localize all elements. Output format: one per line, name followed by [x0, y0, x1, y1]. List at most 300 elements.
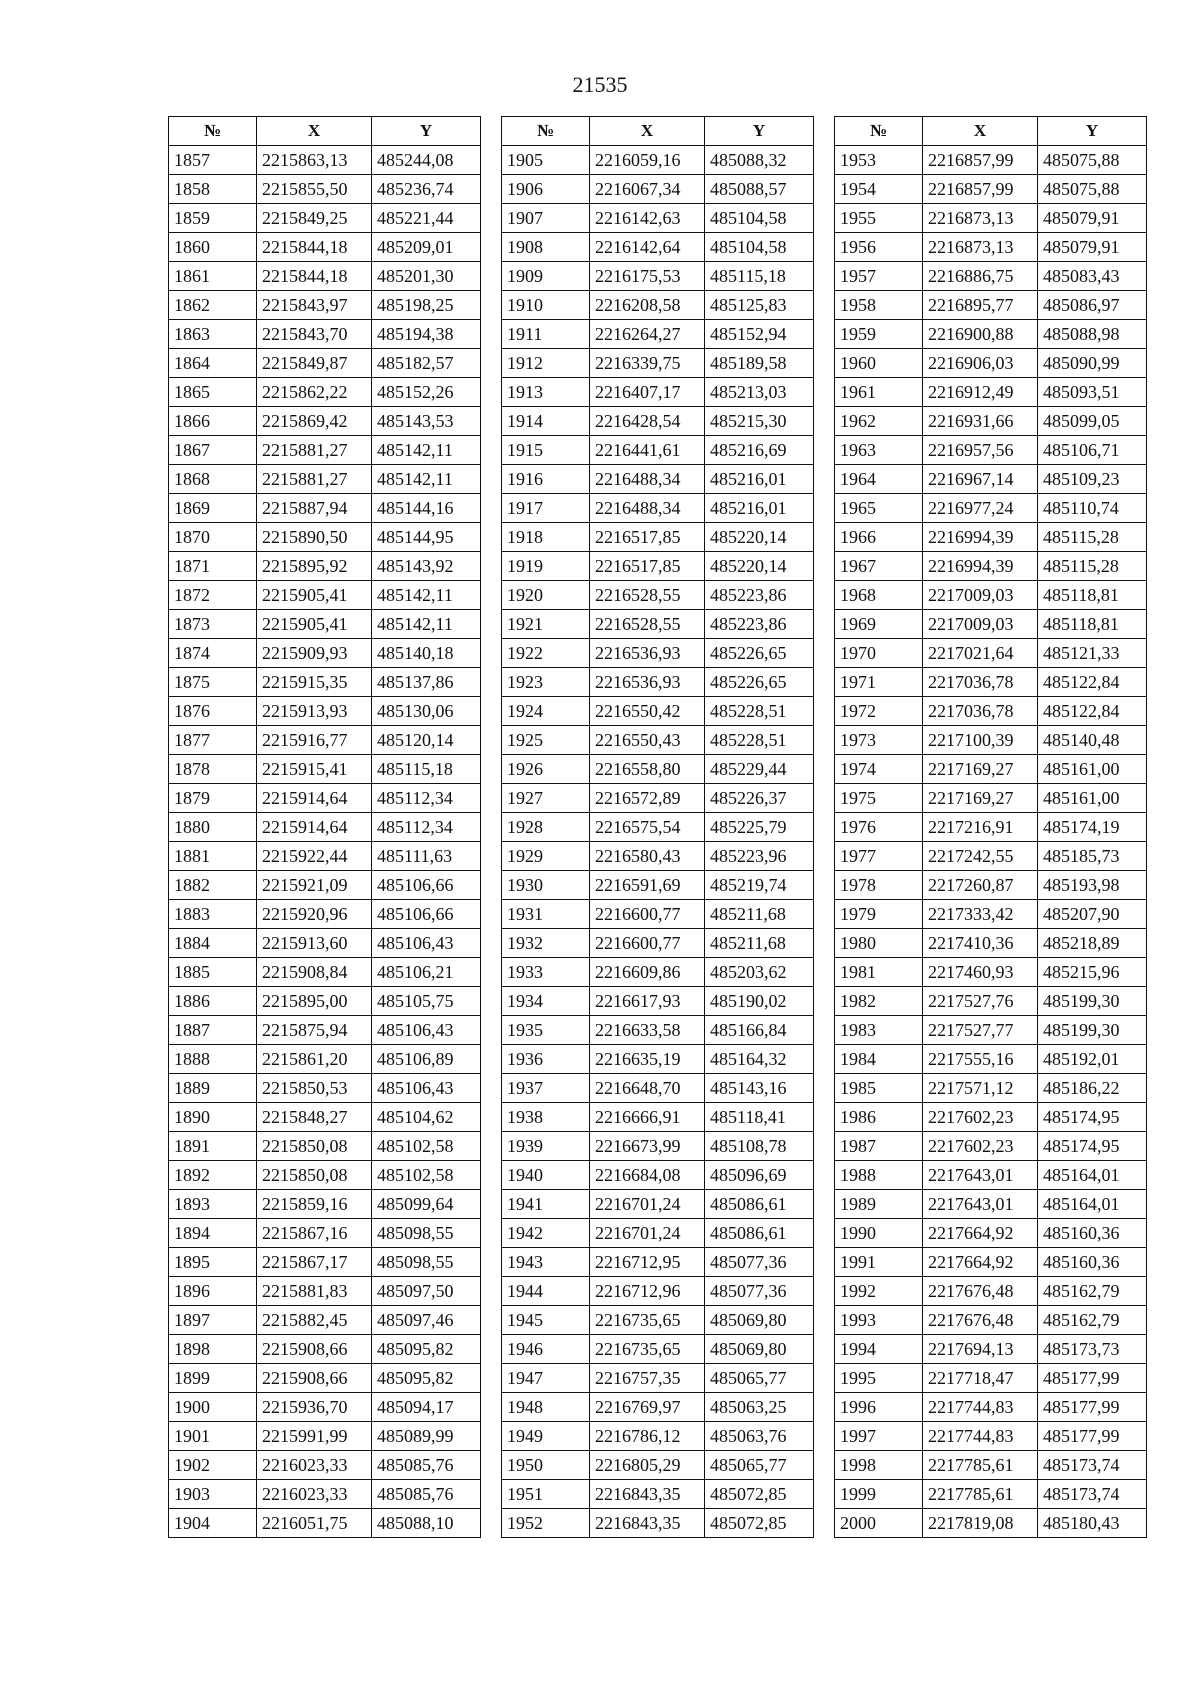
y-coordinate-cell: 485236,74 — [372, 174, 481, 203]
table-row — [835, 696, 1147, 725]
point-number-cell: 1953 — [835, 145, 923, 174]
point-number-cell: 1989 — [835, 1189, 923, 1218]
table-row — [502, 1247, 814, 1276]
x-coordinate-cell: 2216843,35 — [590, 1508, 705, 1537]
y-coordinate-cell: 485220,14 — [705, 551, 814, 580]
table-row — [169, 667, 481, 696]
y-coordinate-cell: 485211,68 — [705, 899, 814, 928]
table-row — [502, 754, 814, 783]
table-header-row — [835, 117, 1147, 146]
y-coordinate-cell: 485190,02 — [705, 986, 814, 1015]
table-row — [169, 435, 481, 464]
y-coordinate-cell: 485180,43 — [1038, 1508, 1147, 1537]
y-coordinate-cell: 485198,25 — [372, 290, 481, 319]
header-x: X — [923, 117, 1038, 146]
point-number-cell: 1995 — [835, 1363, 923, 1392]
x-coordinate-cell: 2215916,77 — [257, 725, 372, 754]
x-coordinate-cell: 2216701,24 — [590, 1218, 705, 1247]
table-row — [169, 261, 481, 290]
header-num: № — [502, 117, 590, 146]
x-coordinate-cell: 2215861,20 — [257, 1044, 372, 1073]
point-number-cell: 1980 — [835, 928, 923, 957]
x-coordinate-cell: 2217009,03 — [923, 609, 1038, 638]
table-row — [169, 986, 481, 1015]
x-coordinate-cell: 2217169,27 — [923, 754, 1038, 783]
y-coordinate-cell: 485075,88 — [1038, 145, 1147, 174]
y-coordinate-cell: 485223,96 — [705, 841, 814, 870]
table-row — [169, 348, 481, 377]
table-row — [502, 580, 814, 609]
y-coordinate-cell: 485142,11 — [372, 580, 481, 609]
x-coordinate-cell: 2215905,41 — [257, 580, 372, 609]
y-coordinate-cell: 485106,66 — [372, 899, 481, 928]
x-coordinate-cell: 2215915,35 — [257, 667, 372, 696]
table-row — [502, 1218, 814, 1247]
y-coordinate-cell: 485189,58 — [705, 348, 814, 377]
x-coordinate-cell: 2216591,69 — [590, 870, 705, 899]
x-coordinate-cell: 2216488,34 — [590, 464, 705, 493]
y-coordinate-cell: 485209,01 — [372, 232, 481, 261]
table-row — [835, 986, 1147, 1015]
point-number-cell: 1976 — [835, 812, 923, 841]
x-coordinate-cell: 2216701,24 — [590, 1189, 705, 1218]
y-coordinate-cell: 485216,69 — [705, 435, 814, 464]
y-coordinate-cell: 485069,80 — [705, 1305, 814, 1334]
point-number-cell: 1909 — [502, 261, 590, 290]
point-number-cell: 1886 — [169, 986, 257, 1015]
x-coordinate-cell: 2216580,43 — [590, 841, 705, 870]
point-number-cell: 1966 — [835, 522, 923, 551]
table-row — [169, 754, 481, 783]
y-coordinate-cell: 485221,44 — [372, 203, 481, 232]
table-row — [502, 725, 814, 754]
point-number-cell: 1898 — [169, 1334, 257, 1363]
table-row — [835, 812, 1147, 841]
x-coordinate-cell: 2217819,08 — [923, 1508, 1038, 1537]
point-number-cell: 1968 — [835, 580, 923, 609]
table-row — [502, 1392, 814, 1421]
x-coordinate-cell: 2215905,41 — [257, 609, 372, 638]
y-coordinate-cell: 485160,36 — [1038, 1218, 1147, 1247]
table-row — [169, 1479, 481, 1508]
y-coordinate-cell: 485063,25 — [705, 1392, 814, 1421]
x-coordinate-cell: 2215850,08 — [257, 1131, 372, 1160]
table-row — [502, 696, 814, 725]
page-number: 21535 — [572, 72, 628, 97]
y-coordinate-cell: 485182,57 — [372, 348, 481, 377]
x-coordinate-cell: 2217242,55 — [923, 841, 1038, 870]
table-row — [502, 870, 814, 899]
table-row — [169, 232, 481, 261]
point-number-cell: 1930 — [502, 870, 590, 899]
table-row — [502, 783, 814, 812]
table-row — [502, 1450, 814, 1479]
table-row — [502, 1015, 814, 1044]
y-coordinate-cell: 485077,36 — [705, 1276, 814, 1305]
table-row — [502, 812, 814, 841]
x-coordinate-cell: 2215913,93 — [257, 696, 372, 725]
point-number-cell: 1903 — [169, 1479, 257, 1508]
y-coordinate-cell: 485110,74 — [1038, 493, 1147, 522]
x-coordinate-cell: 2216142,64 — [590, 232, 705, 261]
y-coordinate-cell: 485177,99 — [1038, 1392, 1147, 1421]
x-coordinate-cell: 2215881,27 — [257, 435, 372, 464]
coordinate-table-1 — [168, 116, 481, 1538]
y-coordinate-cell: 485115,18 — [372, 754, 481, 783]
x-coordinate-cell: 2217664,92 — [923, 1247, 1038, 1276]
table-row — [169, 783, 481, 812]
y-coordinate-cell: 485106,21 — [372, 957, 481, 986]
point-number-cell: 1938 — [502, 1102, 590, 1131]
table-row — [169, 1247, 481, 1276]
y-coordinate-cell: 485086,97 — [1038, 290, 1147, 319]
table-row — [835, 1363, 1147, 1392]
point-number-cell: 1867 — [169, 435, 257, 464]
y-coordinate-cell: 485173,74 — [1038, 1450, 1147, 1479]
x-coordinate-cell: 2216023,33 — [257, 1479, 372, 1508]
y-coordinate-cell: 485122,84 — [1038, 667, 1147, 696]
x-coordinate-cell: 2216142,63 — [590, 203, 705, 232]
table-row — [169, 203, 481, 232]
point-number-cell: 1858 — [169, 174, 257, 203]
point-number-cell: 1984 — [835, 1044, 923, 1073]
x-coordinate-cell: 2217216,91 — [923, 812, 1038, 841]
table-row — [169, 522, 481, 551]
y-coordinate-cell: 485096,69 — [705, 1160, 814, 1189]
point-number-cell: 1956 — [835, 232, 923, 261]
table-row — [835, 1450, 1147, 1479]
point-number-cell: 1936 — [502, 1044, 590, 1073]
point-number-cell: 1885 — [169, 957, 257, 986]
table-row — [502, 638, 814, 667]
x-coordinate-cell: 2217602,23 — [923, 1131, 1038, 1160]
x-coordinate-cell: 2215859,16 — [257, 1189, 372, 1218]
point-number-cell: 1882 — [169, 870, 257, 899]
x-coordinate-cell: 2217643,01 — [923, 1160, 1038, 1189]
point-number-cell: 1902 — [169, 1450, 257, 1479]
point-number-cell: 1861 — [169, 261, 257, 290]
x-coordinate-cell: 2216886,75 — [923, 261, 1038, 290]
y-coordinate-cell: 485160,36 — [1038, 1247, 1147, 1276]
x-coordinate-cell: 2215920,96 — [257, 899, 372, 928]
y-coordinate-cell: 485085,76 — [372, 1479, 481, 1508]
point-number-cell: 1973 — [835, 725, 923, 754]
point-number-cell: 1974 — [835, 754, 923, 783]
y-coordinate-cell: 485102,58 — [372, 1131, 481, 1160]
point-number-cell: 1933 — [502, 957, 590, 986]
y-coordinate-cell: 485140,18 — [372, 638, 481, 667]
table-row — [169, 493, 481, 522]
table-row — [835, 1305, 1147, 1334]
table-row — [169, 841, 481, 870]
table-row — [169, 580, 481, 609]
point-number-cell: 1983 — [835, 1015, 923, 1044]
point-number-cell: 1958 — [835, 290, 923, 319]
x-coordinate-cell: 2215844,18 — [257, 261, 372, 290]
header-y: Y — [1038, 117, 1147, 146]
y-coordinate-cell: 485130,06 — [372, 696, 481, 725]
point-number-cell: 1913 — [502, 377, 590, 406]
point-number-cell: 1961 — [835, 377, 923, 406]
table-header-row — [502, 117, 814, 146]
table-row — [169, 1421, 481, 1450]
x-coordinate-cell: 2217100,39 — [923, 725, 1038, 754]
table-row — [835, 319, 1147, 348]
x-coordinate-cell: 2217460,93 — [923, 957, 1038, 986]
point-number-cell: 1927 — [502, 783, 590, 812]
x-coordinate-cell: 2216712,96 — [590, 1276, 705, 1305]
y-coordinate-cell: 485089,99 — [372, 1421, 481, 1450]
x-coordinate-cell: 2217333,42 — [923, 899, 1038, 928]
table-row — [835, 1421, 1147, 1450]
y-coordinate-cell: 485164,32 — [705, 1044, 814, 1073]
point-number-cell: 1859 — [169, 203, 257, 232]
point-number-cell: 1971 — [835, 667, 923, 696]
y-coordinate-cell: 485075,88 — [1038, 174, 1147, 203]
table-row — [835, 1131, 1147, 1160]
y-coordinate-cell: 485177,99 — [1038, 1363, 1147, 1392]
point-number-cell: 1891 — [169, 1131, 257, 1160]
y-coordinate-cell: 485099,05 — [1038, 406, 1147, 435]
y-coordinate-cell: 485106,43 — [372, 928, 481, 957]
point-number-cell: 1993 — [835, 1305, 923, 1334]
x-coordinate-cell: 2216617,93 — [590, 986, 705, 1015]
table-row — [502, 1508, 814, 1537]
y-coordinate-cell: 485106,66 — [372, 870, 481, 899]
x-coordinate-cell: 2217664,92 — [923, 1218, 1038, 1247]
y-coordinate-cell: 485104,58 — [705, 232, 814, 261]
x-coordinate-cell: 2216648,70 — [590, 1073, 705, 1102]
x-coordinate-cell: 2216857,99 — [923, 145, 1038, 174]
x-coordinate-cell: 2216735,65 — [590, 1305, 705, 1334]
point-number-cell: 1945 — [502, 1305, 590, 1334]
x-coordinate-cell: 2216428,54 — [590, 406, 705, 435]
y-coordinate-cell: 485086,61 — [705, 1218, 814, 1247]
point-number-cell: 1943 — [502, 1247, 590, 1276]
x-coordinate-cell: 2215914,64 — [257, 783, 372, 812]
point-number-cell: 1941 — [502, 1189, 590, 1218]
y-coordinate-cell: 485083,43 — [1038, 261, 1147, 290]
table-row — [502, 986, 814, 1015]
table-row — [169, 1276, 481, 1305]
point-number-cell: 1868 — [169, 464, 257, 493]
point-number-cell: 1923 — [502, 667, 590, 696]
point-number-cell: 1939 — [502, 1131, 590, 1160]
x-coordinate-cell: 2215849,87 — [257, 348, 372, 377]
table-row — [169, 696, 481, 725]
y-coordinate-cell: 485216,01 — [705, 464, 814, 493]
table-row — [835, 870, 1147, 899]
point-number-cell: 1874 — [169, 638, 257, 667]
point-number-cell: 1965 — [835, 493, 923, 522]
y-coordinate-cell: 485216,01 — [705, 493, 814, 522]
x-coordinate-cell: 2216339,75 — [590, 348, 705, 377]
point-number-cell: 1922 — [502, 638, 590, 667]
table-row — [835, 957, 1147, 986]
header-y: Y — [705, 117, 814, 146]
point-number-cell: 1987 — [835, 1131, 923, 1160]
table-row — [169, 638, 481, 667]
x-coordinate-cell: 2216635,19 — [590, 1044, 705, 1073]
y-coordinate-cell: 485164,01 — [1038, 1189, 1147, 1218]
x-coordinate-cell: 2216805,29 — [590, 1450, 705, 1479]
table-row — [502, 145, 814, 174]
y-coordinate-cell: 485115,28 — [1038, 522, 1147, 551]
y-coordinate-cell: 485095,82 — [372, 1334, 481, 1363]
point-number-cell: 1865 — [169, 377, 257, 406]
point-number-cell: 1955 — [835, 203, 923, 232]
point-number-cell: 1857 — [169, 145, 257, 174]
table-row — [502, 1363, 814, 1392]
y-coordinate-cell: 485144,16 — [372, 493, 481, 522]
x-coordinate-cell: 2217785,61 — [923, 1479, 1038, 1508]
table-header-row — [169, 117, 481, 146]
point-number-cell: 1893 — [169, 1189, 257, 1218]
y-coordinate-cell: 485125,83 — [705, 290, 814, 319]
table-row — [835, 1218, 1147, 1247]
table-row — [502, 667, 814, 696]
point-number-cell: 1911 — [502, 319, 590, 348]
point-number-cell: 1924 — [502, 696, 590, 725]
x-coordinate-cell: 2216906,03 — [923, 348, 1038, 377]
table-row — [835, 1276, 1147, 1305]
y-coordinate-cell: 485228,51 — [705, 725, 814, 754]
y-coordinate-cell: 485185,73 — [1038, 841, 1147, 870]
x-coordinate-cell: 2216712,95 — [590, 1247, 705, 1276]
y-coordinate-cell: 485143,16 — [705, 1073, 814, 1102]
y-coordinate-cell: 485104,58 — [705, 203, 814, 232]
table-row — [502, 1102, 814, 1131]
y-coordinate-cell: 485223,86 — [705, 580, 814, 609]
table-row — [835, 841, 1147, 870]
point-number-cell: 1877 — [169, 725, 257, 754]
x-coordinate-cell: 2215855,50 — [257, 174, 372, 203]
x-coordinate-cell: 2216900,88 — [923, 319, 1038, 348]
point-number-cell: 1940 — [502, 1160, 590, 1189]
x-coordinate-cell: 2217571,12 — [923, 1073, 1038, 1102]
y-coordinate-cell: 485108,78 — [705, 1131, 814, 1160]
point-number-cell: 1934 — [502, 986, 590, 1015]
x-coordinate-cell: 2216873,13 — [923, 232, 1038, 261]
table-row — [835, 1102, 1147, 1131]
header-x: X — [257, 117, 372, 146]
x-coordinate-cell: 2216208,58 — [590, 290, 705, 319]
table-row — [169, 1218, 481, 1247]
point-number-cell: 1920 — [502, 580, 590, 609]
x-coordinate-cell: 2216059,16 — [590, 145, 705, 174]
point-number-cell: 1991 — [835, 1247, 923, 1276]
x-coordinate-cell: 2216572,89 — [590, 783, 705, 812]
point-number-cell: 1895 — [169, 1247, 257, 1276]
table-row — [835, 667, 1147, 696]
point-number-cell: 1990 — [835, 1218, 923, 1247]
y-coordinate-cell: 485213,03 — [705, 377, 814, 406]
x-coordinate-cell: 2217260,87 — [923, 870, 1038, 899]
point-number-cell: 1970 — [835, 638, 923, 667]
y-coordinate-cell: 485095,82 — [372, 1363, 481, 1392]
x-coordinate-cell: 2216769,97 — [590, 1392, 705, 1421]
y-coordinate-cell: 485063,76 — [705, 1421, 814, 1450]
point-number-cell: 1951 — [502, 1479, 590, 1508]
x-coordinate-cell: 2217643,01 — [923, 1189, 1038, 1218]
point-number-cell: 1986 — [835, 1102, 923, 1131]
y-coordinate-cell: 485220,14 — [705, 522, 814, 551]
table-row — [169, 1015, 481, 1044]
x-coordinate-cell: 2216550,43 — [590, 725, 705, 754]
y-coordinate-cell: 485226,65 — [705, 638, 814, 667]
x-coordinate-cell: 2215875,94 — [257, 1015, 372, 1044]
point-number-cell: 1863 — [169, 319, 257, 348]
point-number-cell: 1864 — [169, 348, 257, 377]
table-row — [835, 580, 1147, 609]
point-number-cell: 1905 — [502, 145, 590, 174]
point-number-cell: 1937 — [502, 1073, 590, 1102]
x-coordinate-cell: 2216528,55 — [590, 580, 705, 609]
point-number-cell: 1880 — [169, 812, 257, 841]
y-coordinate-cell: 485244,08 — [372, 145, 481, 174]
x-coordinate-cell: 2217785,61 — [923, 1450, 1038, 1479]
y-coordinate-cell: 485115,18 — [705, 261, 814, 290]
x-coordinate-cell: 2217410,36 — [923, 928, 1038, 957]
x-coordinate-cell: 2215843,70 — [257, 319, 372, 348]
point-number-cell: 1947 — [502, 1363, 590, 1392]
point-number-cell: 1932 — [502, 928, 590, 957]
y-coordinate-cell: 485105,75 — [372, 986, 481, 1015]
table-row — [169, 812, 481, 841]
y-coordinate-cell: 485094,17 — [372, 1392, 481, 1421]
table-body — [835, 145, 1147, 1537]
table-row — [169, 1392, 481, 1421]
x-coordinate-cell: 2215863,13 — [257, 145, 372, 174]
table-row — [835, 174, 1147, 203]
point-number-cell: 1894 — [169, 1218, 257, 1247]
table-row — [169, 551, 481, 580]
x-coordinate-cell: 2215909,93 — [257, 638, 372, 667]
table-row — [835, 1508, 1147, 1537]
point-number-cell: 1959 — [835, 319, 923, 348]
y-coordinate-cell: 485166,84 — [705, 1015, 814, 1044]
point-number-cell: 1888 — [169, 1044, 257, 1073]
table-row — [835, 1044, 1147, 1073]
table-row — [169, 1363, 481, 1392]
table-row — [502, 551, 814, 580]
point-number-cell: 1925 — [502, 725, 590, 754]
x-coordinate-cell: 2217169,27 — [923, 783, 1038, 812]
point-number-cell: 1994 — [835, 1334, 923, 1363]
table-row — [502, 1421, 814, 1450]
x-coordinate-cell: 2217676,48 — [923, 1305, 1038, 1334]
y-coordinate-cell: 485077,36 — [705, 1247, 814, 1276]
x-coordinate-cell: 2216957,56 — [923, 435, 1038, 464]
y-coordinate-cell: 485223,86 — [705, 609, 814, 638]
x-coordinate-cell: 2216051,75 — [257, 1508, 372, 1537]
point-number-cell: 1878 — [169, 754, 257, 783]
x-coordinate-cell: 2216528,55 — [590, 609, 705, 638]
y-coordinate-cell: 485177,99 — [1038, 1421, 1147, 1450]
x-coordinate-cell: 2215843,97 — [257, 290, 372, 319]
point-number-cell: 1944 — [502, 1276, 590, 1305]
point-number-cell: 1881 — [169, 841, 257, 870]
y-coordinate-cell: 485112,34 — [372, 812, 481, 841]
table-row — [502, 435, 814, 464]
table-row — [502, 493, 814, 522]
x-coordinate-cell: 2215921,09 — [257, 870, 372, 899]
point-number-cell: 1919 — [502, 551, 590, 580]
x-coordinate-cell: 2216488,34 — [590, 493, 705, 522]
x-coordinate-cell: 2216517,85 — [590, 522, 705, 551]
coordinate-tables — [168, 116, 1147, 1538]
x-coordinate-cell: 2217555,16 — [923, 1044, 1038, 1073]
